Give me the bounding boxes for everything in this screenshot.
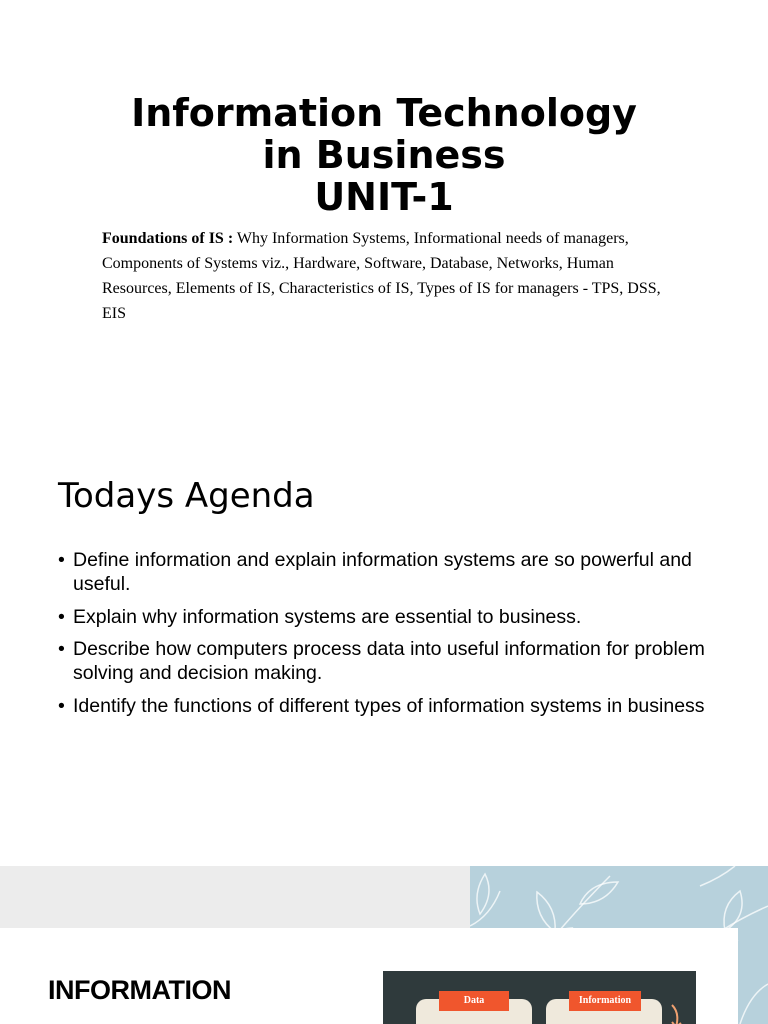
- agenda-item: [58, 605, 708, 629]
- syllabus-paragraph: [102, 226, 672, 326]
- title-line-3: UNIT-1: [314, 175, 454, 219]
- agenda-item: [58, 637, 708, 685]
- agenda-item-text: Define information and explain information systems are so powerful and useful.: [73, 549, 692, 595]
- agenda-item-text: Describe how computers process data into useful information for problem solving and decision making.: [73, 638, 705, 684]
- data-tag: Data: [439, 991, 509, 1011]
- slide-information: [0, 866, 768, 1024]
- title-line-2: in Business: [262, 133, 506, 177]
- agenda-list: [58, 548, 708, 726]
- syllabus-text: Why Information Systems, Informational needs of managers, Components of Systems viz., Hardware, Software, Database, Networks, Human Resources, Elements of IS, Characteristics of IS, Types of IS for managers - TPS, DSS, EIS: [102, 230, 661, 322]
- agenda-item-text: Identify the functions of different types of information systems in business: [73, 694, 705, 717]
- information-tag: Information: [569, 991, 641, 1011]
- bullet-icon: •: [58, 605, 65, 628]
- slide-agenda: [0, 432, 768, 864]
- slide-title: [0, 0, 768, 432]
- bullet-icon: •: [58, 638, 65, 660]
- agenda-item: [58, 548, 708, 596]
- agenda-item-text: Explain why information systems are essential to business.: [73, 605, 582, 628]
- page-title: [0, 92, 768, 218]
- arrow-icon: [668, 1001, 692, 1024]
- agenda-item: [58, 694, 708, 718]
- bullet-icon: •: [58, 549, 65, 571]
- bullet-icon: •: [58, 694, 65, 717]
- data-information-diagram: [383, 971, 696, 1024]
- agenda-title: Todays Agenda: [58, 476, 315, 516]
- information-heading: INFORMATION: [48, 975, 231, 1005]
- title-line-1: Information Technology: [131, 91, 637, 135]
- syllabus-label: Foundations of IS :: [102, 230, 234, 247]
